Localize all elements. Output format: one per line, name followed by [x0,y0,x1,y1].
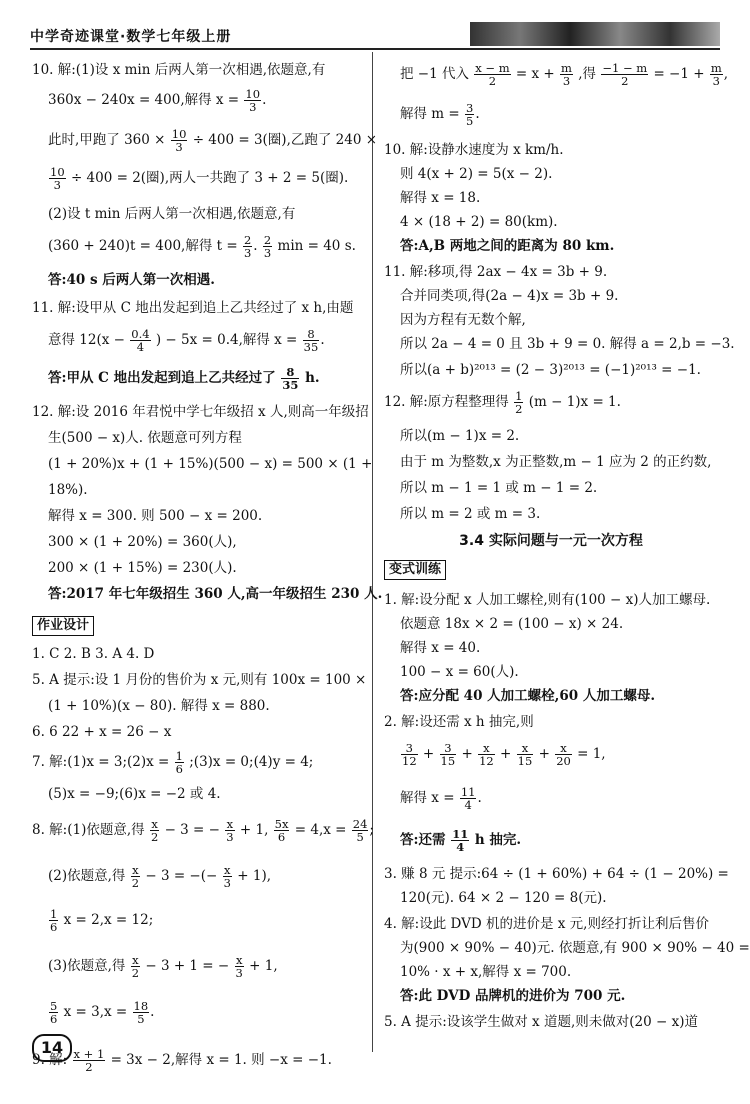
q10-line4: $\frac{10}{3}$ ÷ 400 = 2(圈),两人一共跑了 3 + 2 = 5(圈). [50,165,349,192]
s1-line4: 100 − x = 60(人). [400,664,519,680]
q10-line6: (360 + 240)t = 400,解得 t = $\frac{2}{3}$ . $\frac{2}{3}$ min = 40 s. [48,233,356,260]
r12-line2: 所以(m − 1)x = 2. [400,428,520,444]
r10-line3: 解得 x = 18. [400,190,481,206]
q12-line5: 解得 x = 300. 则 500 − x = 200. [48,508,263,524]
r10-line4: 4 × (18 + 2) = 80(km). [400,214,558,230]
hw-q9: 9. 解: $\frac{x + 1}{2}$ = 3x − 2,解得 x = 1. 则 −x = −1. [32,1047,332,1074]
header-title: 中学奇迹课堂·数学七年级上册 [30,29,232,45]
q12-line6: 300 × (1 + 20%) = 360(人), [48,534,237,550]
r10-line1: 10. 解:设静水速度为 x km/h. [384,142,564,158]
s2-line1: 2. 解:设还需 x h 抽完,则 [384,714,534,730]
r10-answer: 答:A,B 两地之间的距离为 80 km. [400,238,615,254]
q11-answer: 答:甲从 C 地出发起到追上乙共经过了 $\frac{8}{35}$ h. [48,365,320,392]
s1-answer: 答:应分配 40 人加工螺栓,60 人加工螺母. [400,688,656,704]
hw-q7-line1: 7. 解:(1)x = 3;(2)x = $\frac{1}{6}$ ;(3)x = 0;(4)y = 4; [32,749,314,776]
q12-line7: 200 × (1 + 15%) = 230(人). [48,560,237,576]
s1-line1: 1. 解:设分配 x 人加工螺栓,则有(100 − x)人加工螺母. [384,592,711,608]
hw-q8-line3: $\frac{1}{6}$ x = 2,x = 12; [50,907,154,934]
s1-line2: 依题意 18x × 2 = (100 − x) × 24. [400,616,624,632]
q11-line1: 11. 解:设甲从 C 地出发起到追上乙共经过了 x h,由题 [32,300,354,316]
q12-line2: 生(500 − x)人. 依题意可列方程 [48,430,242,446]
r11-line5: 所以(a + b)²⁰¹³ = (2 − 3)²⁰¹³ = (−1)²⁰¹³ = −1. [400,362,701,378]
s5-line1: 5. A 提示:设该学生做对 x 道题,则未做对(20 − x)道 [384,1014,698,1030]
r11-line4: 所以 2a − 4 = 0 且 3b + 9 = 0. 解得 a = 2,b = −3. [400,336,735,352]
section-title: 3.4 实际问题与一元一次方程 [459,533,643,549]
s3-line2: 120(元). 64 × 2 − 120 = 8(元). [400,890,607,906]
s2-line3: 解得 x = $\frac{11}{4}$ . [400,785,482,812]
q10-answer: 答:40 s 后两人第一次相遇. [48,272,215,288]
homework-section-label: 作业设计 [32,616,94,636]
page-number: 14 [32,1034,72,1062]
q11-line2: 意得 12(x − $\frac{0.4}{4}$ ) − 5x = 0.4,解得 x = $\frac{8}{35}$ . [48,327,325,354]
r-line1: 把 −1 代入 $\frac{x - m}{2}$ = x + $\frac{m}{3}$ ,得 $\frac{-1 - m}{2}$ = −1 + $\frac{m}{3}$ , [400,61,729,88]
s4-answer: 答:此 DVD 品牌机的进价为 700 元. [400,988,626,1004]
q10-line1: 10. 解:(1)设 x min 后两人第一次相遇,依题意,有 [32,62,326,78]
hw-q5-line1: 5. A 提示:设 1 月份的售价为 x 元,则有 100x = 100 × [32,672,367,688]
r12-line1: 12. 解:原方程整理得 $\frac{1}{2}$ (m − 1)x = 1. [384,389,621,416]
s2-equation: $\frac{3}{12}$ + $\frac{3}{15}$ + $\frac{x}{12}$ + $\frac{x}{15}$ + $\frac{x}{20}$ = 1, [402,741,606,768]
r10-line2: 则 4(x + 2) = 5(x − 2). [400,166,553,182]
s2-answer: 答:还需 $\frac{11}{4}$ h 抽完. [400,827,522,854]
r11-line1: 11. 解:移项,得 2ax − 4x = 3b + 9. [384,264,608,280]
q10-line3: 此时,甲跑了 360 × $\frac{10}{3}$ ÷ 400 = 3(圈),乙跑了 240 × [48,127,378,154]
hw-q5-line2: (1 + 10%)(x − 80). 解得 x = 880. [48,698,270,714]
hw-q6: 6. 6 22 + x = 26 − x [32,724,172,740]
s1-line3: 解得 x = 40. [400,640,481,656]
column-divider [372,52,373,1052]
s4-line2: 为(900 × 90% − 40)元. 依题意,有 900 × 90% − 40 = [400,940,750,956]
r12-line3: 由于 m 为整数,x 为正整数,m − 1 应为 2 的正约数, [400,454,712,470]
hw-q8-line1: 8. 解:(1)依题意,得 $\frac{x}{2}$ − 3 = − $\frac{x}{3}$ + 1, $\frac{5x}{6}$ = 4,x = $\frac{24}{5}$ ; [32,817,374,844]
hw-q1-4: 1. C 2. B 3. A 4. D [32,646,155,662]
q10-line2: 360x − 240x = 400,解得 x = $\frac{10}{3}$ . [48,87,267,114]
s4-line1: 4. 解:设此 DVD 机的进价是 x 元,则经打折让利后售价 [384,916,709,932]
r11-line3: 因为方程有无数个解, [400,312,526,328]
q10-line5: (2)设 t min 后两人第一次相遇,依题意,有 [48,206,296,222]
hw-q8-line5: $\frac{5}{6}$ x = 3,x = $\frac{18}{5}$ . [50,999,155,1026]
practice-section-label: 变式训练 [384,560,446,580]
hw-q8-line4: (3)依题意,得 $\frac{x}{2}$ − 3 + 1 = − $\frac{x}{3}$ + 1, [48,953,278,980]
header-banner-image [470,22,720,46]
s4-line3: 10% · x + x,解得 x = 700. [400,964,572,980]
hw-q8-line2: (2)依题意,得 $\frac{x}{2}$ − 3 = −(− $\frac{x}{3}$ + 1), [48,863,271,890]
page-header [30,22,720,50]
s3-line1: 3. 赚 8 元 提示:64 ÷ (1 + 60%) + 64 ÷ (1 − 20%) = [384,866,729,882]
r12-line5: 所以 m = 2 或 m = 3. [400,506,541,522]
q12-line1: 12. 解:设 2016 年君悦中学七年级招 x 人,则高一年级招 [32,404,369,420]
q12-answer: 答:2017 年七年级招生 360 人,高一年级招生 230 人. [48,586,383,602]
q12-line3: (1 + 20%)x + (1 + 15%)(500 − x) = 500 × (1 + [48,456,373,472]
r-line2: 解得 m = $\frac{3}{5}$ . [400,101,480,128]
hw-q7-line2: (5)x = −9;(6)x = −2 或 4. [48,786,221,802]
r12-line4: 所以 m − 1 = 1 或 m − 1 = 2. [400,480,598,496]
r11-line2: 合并同类项,得(2a − 4)x = 3b + 9. [400,288,619,304]
q12-line4: 18%). [48,482,88,498]
